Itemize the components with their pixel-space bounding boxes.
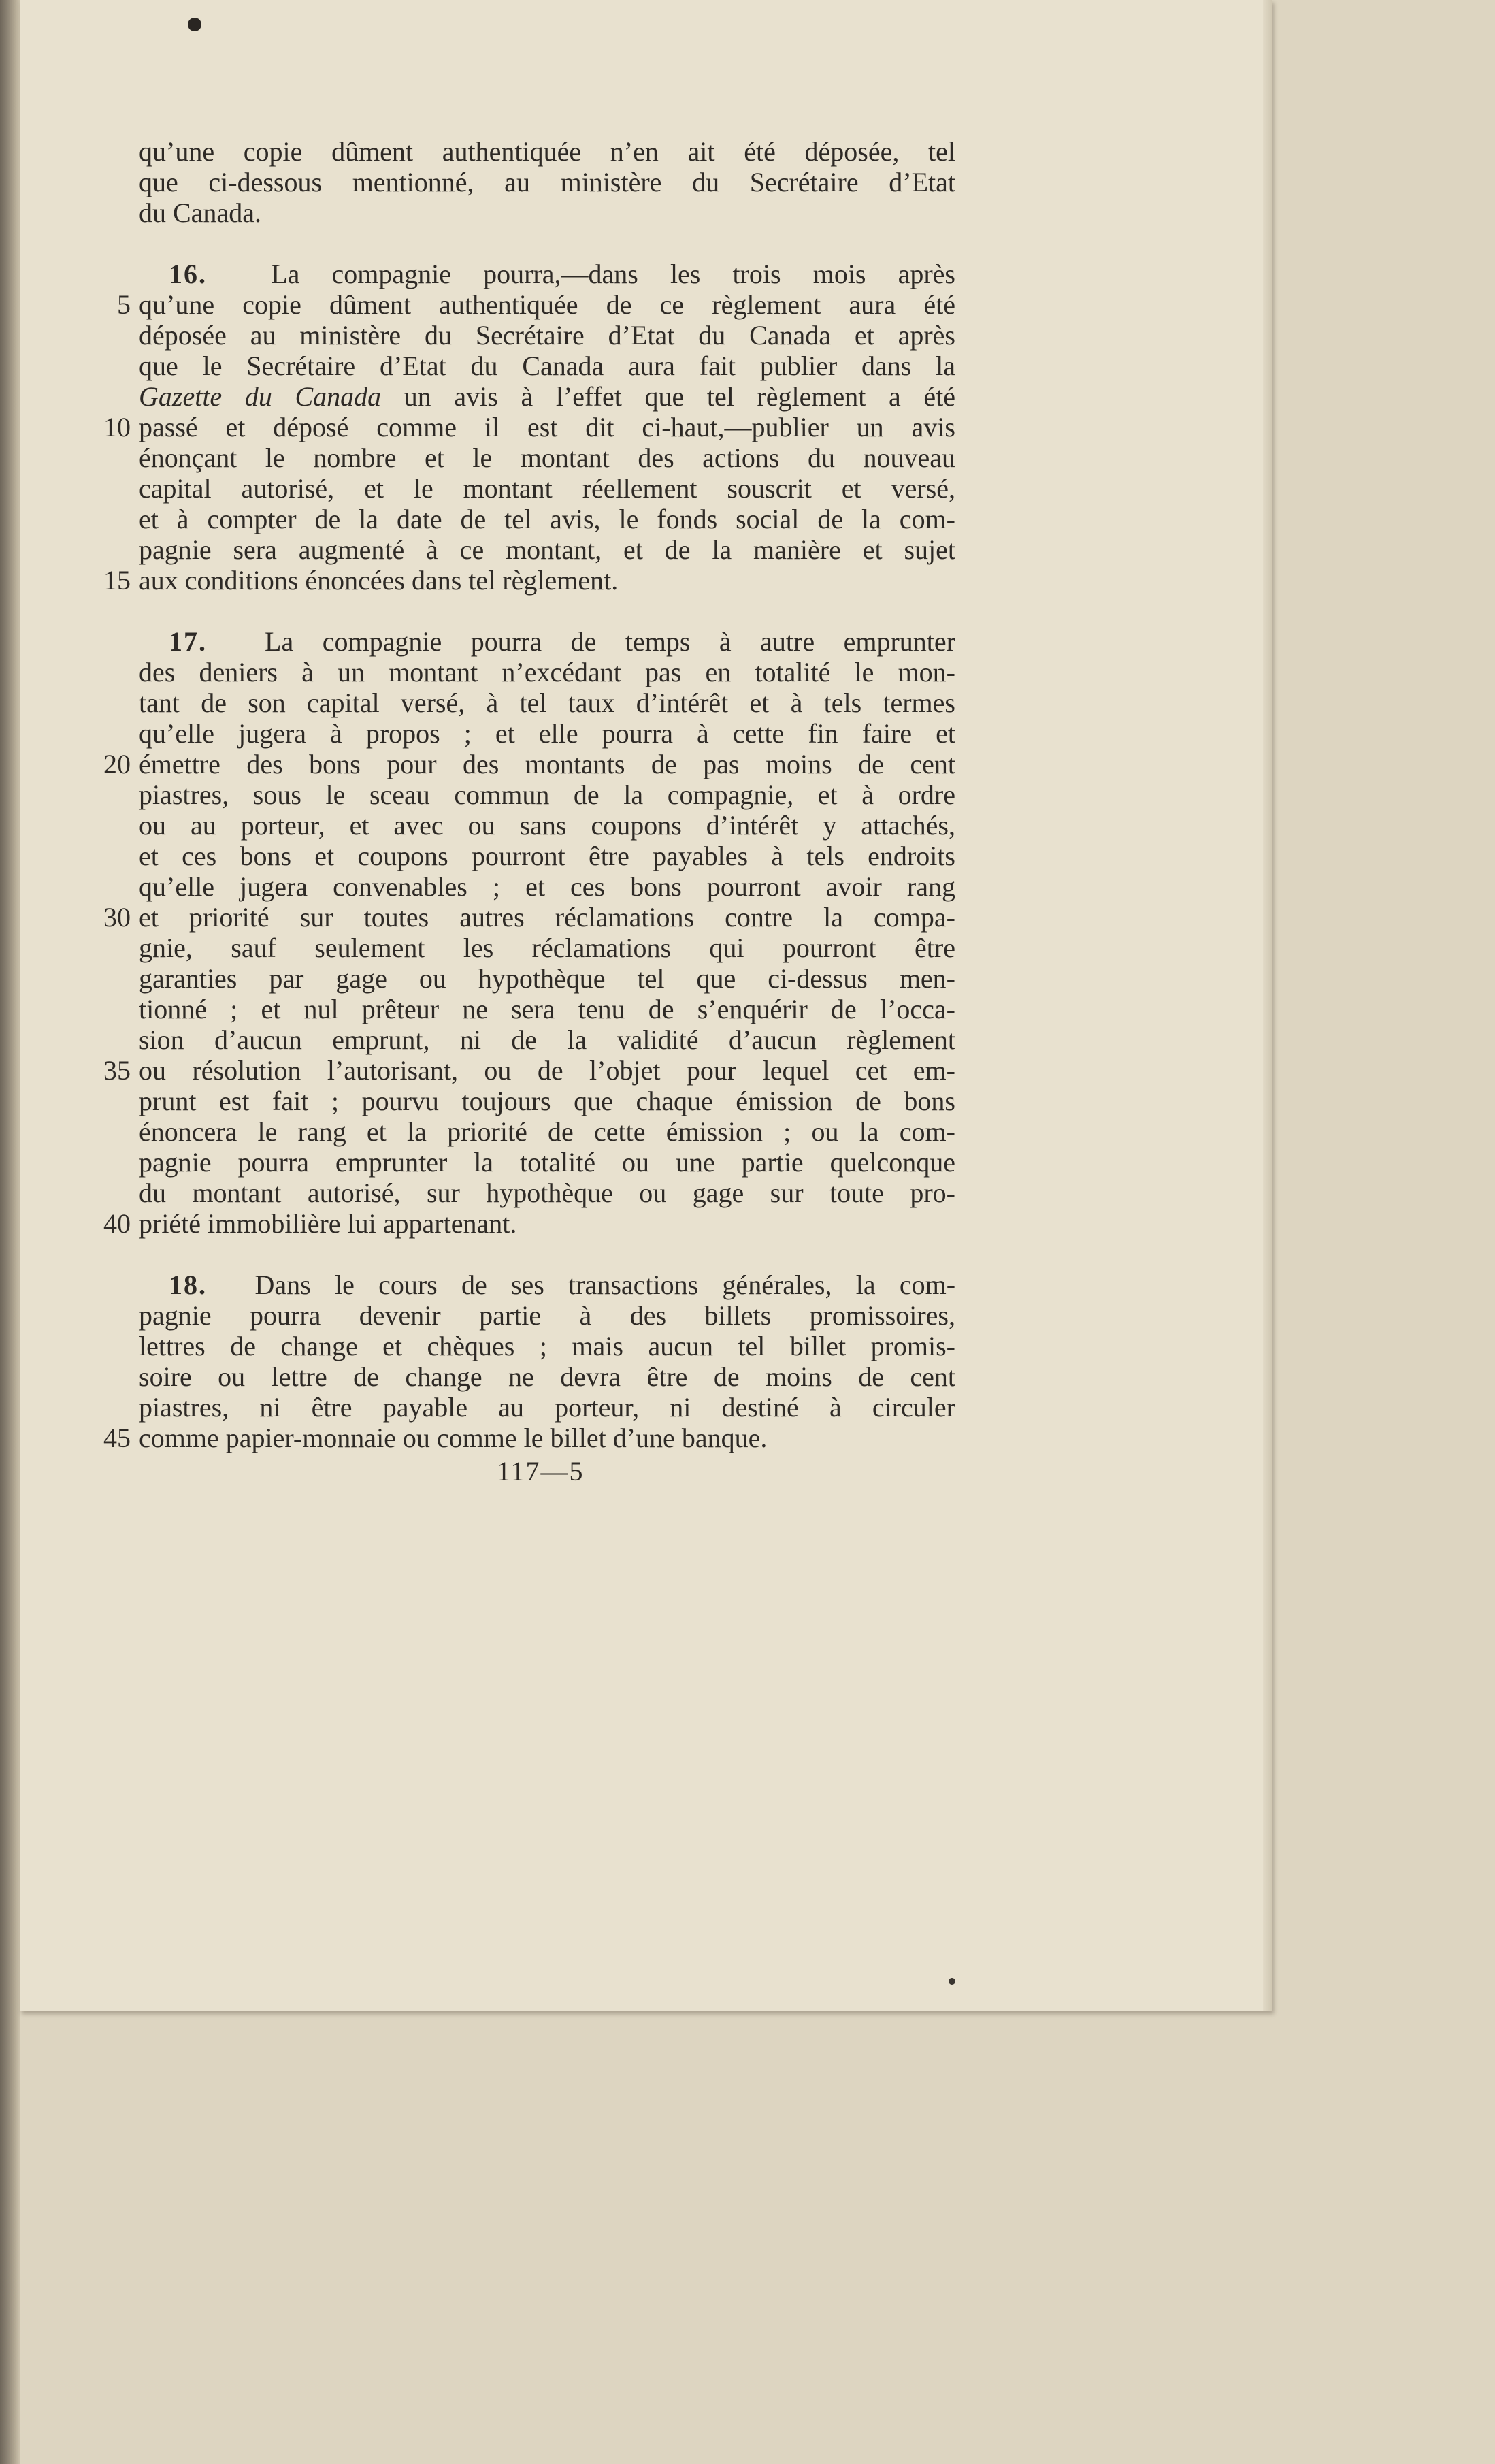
line-content: prunt est fait ; pourvu toujours que chaque émission de bons <box>139 1086 955 1116</box>
line-text <box>139 963 955 994</box>
line-content: pagnie pourra emprunter la totalité ou une partie quelconque <box>139 1147 955 1178</box>
italic-title: Gazette du Canada <box>139 381 382 412</box>
text-line <box>139 810 955 841</box>
line-text <box>139 841 955 871</box>
line-text <box>139 504 955 534</box>
line-text <box>139 381 955 412</box>
line-number: 20 <box>103 749 131 779</box>
text-line <box>139 473 955 504</box>
line-content: tionné ; et nul prêteur ne sera tenu de s’enquérir de l’occa- <box>139 994 955 1024</box>
text-line <box>139 534 955 565</box>
line-text <box>139 1055 955 1086</box>
line-number: 35 <box>103 1055 131 1086</box>
line-text <box>139 320 955 351</box>
text-line <box>139 320 955 351</box>
section-number: 17. <box>169 626 207 657</box>
line-text <box>139 1361 955 1392</box>
page-edge <box>1263 0 1272 2011</box>
line-content: du Canada. <box>139 197 261 228</box>
line-text <box>139 626 955 657</box>
line-text <box>139 810 955 841</box>
line-content: La compagnie pourra de temps à autre emprunter <box>265 626 955 657</box>
text-line <box>103 1423 955 1453</box>
line-text <box>139 351 955 381</box>
text-line <box>139 657 955 687</box>
text-line <box>139 1147 955 1178</box>
line-text <box>139 1392 955 1423</box>
text-line <box>139 136 955 167</box>
paragraph-gap <box>139 1239 955 1269</box>
text-line <box>139 841 955 871</box>
line-number: 10 <box>103 412 131 442</box>
text-line <box>139 1361 955 1392</box>
line-number: 30 <box>103 902 131 933</box>
text-line <box>139 442 955 473</box>
page-code: 117—5 <box>497 1456 585 1487</box>
line-content: et priorité sur toutes autres réclamations contre la compa- <box>139 902 955 933</box>
line-text <box>139 1208 955 1239</box>
line-content: énoncera le rang et la priorité de cette émission ; ou la com- <box>139 1116 955 1147</box>
line-text <box>139 687 955 718</box>
text-line <box>139 779 955 810</box>
text-line <box>139 933 955 963</box>
line-content: pagnie pourra devenir partie à des billets promissoires, <box>139 1300 955 1331</box>
line-content: gnie, sauf seulement les réclamations qui pourront être <box>139 933 955 963</box>
line-content: et ces bons et coupons pourront être payables à tels endroits <box>139 841 955 871</box>
text-line <box>139 1331 955 1361</box>
line-content: que le Secrétaire d’Etat du Canada aura fait publier dans la <box>139 351 955 381</box>
line-text <box>139 902 955 933</box>
line-text <box>139 994 955 1024</box>
text-line <box>139 259 955 289</box>
line-content: comme papier-monnaie ou comme le billet d’une banque. <box>139 1423 768 1453</box>
line-content: ou au porteur, et avec ou sans coupons d’intérêt y attachés, <box>139 810 955 841</box>
line-content: émettre des bons pour des montants de pas moins de cent <box>139 749 955 779</box>
text-line <box>139 718 955 749</box>
line-content: piastres, sous le sceau commun de la compagnie, et à ordre <box>139 779 955 810</box>
line-content: ou résolution l’autorisant, ou de l’objet pour lequel cet em- <box>139 1055 955 1086</box>
text-line <box>139 1024 955 1055</box>
line-content: soire ou lettre de change ne devra être de moins de cent <box>139 1361 955 1392</box>
line-text <box>139 933 955 963</box>
text-line <box>139 1392 955 1423</box>
text-line <box>103 1055 955 1086</box>
line-text <box>139 412 955 442</box>
text-line <box>103 1208 955 1239</box>
line-text <box>139 1300 955 1331</box>
line-number: 40 <box>103 1208 131 1239</box>
ink-spot <box>188 18 201 31</box>
line-content: piastres, ni être payable au porteur, ni destiné à circuler <box>139 1392 955 1423</box>
line-content: garanties par gage ou hypothèque tel que ci-dessus men- <box>139 963 955 994</box>
line-text <box>139 871 955 902</box>
line-text <box>139 197 955 228</box>
line-text <box>139 1331 955 1361</box>
ink-spot <box>949 1978 955 1985</box>
text-line <box>139 197 955 228</box>
line-content: priété immobilière lui appartenant. <box>139 1208 517 1239</box>
line-text <box>139 779 955 810</box>
text-line <box>139 1116 955 1147</box>
line-text <box>139 1269 955 1300</box>
line-text <box>139 749 955 779</box>
text-line <box>103 902 955 933</box>
line-content: qu’une copie dûment authentiquée de ce règlement aura été <box>139 289 955 320</box>
binding-edge <box>0 0 20 2464</box>
text-line <box>139 626 955 657</box>
line-text <box>139 1147 955 1178</box>
line-text <box>139 289 955 320</box>
section-number: 18. <box>169 1269 207 1300</box>
text-line <box>139 1086 955 1116</box>
text-line <box>139 1269 955 1300</box>
text-line <box>139 167 955 197</box>
line-content: tant de son capital versé, à tel taux d’intérêt et à tels termes <box>139 687 955 718</box>
line-content: Dans le cours de ses transactions générales, la com- <box>254 1269 956 1300</box>
text-line <box>139 963 955 994</box>
line-text <box>139 136 955 167</box>
line-text <box>139 565 955 596</box>
line-text <box>139 473 955 504</box>
line-text <box>139 1086 955 1116</box>
line-content: du montant autorisé, sur hypothèque ou gage sur toute pro- <box>139 1178 955 1208</box>
text-line <box>103 412 955 442</box>
line-content: aux conditions énoncées dans tel règlement. <box>139 565 619 596</box>
text-line <box>117 289 955 320</box>
line-number: 45 <box>103 1423 131 1453</box>
line-content: capital autorisé, et le montant réellement souscrit et versé, <box>139 473 955 504</box>
text-line <box>139 504 955 534</box>
line-content: déposée au ministère du Secrétaire d’Etat du Canada et après <box>139 320 955 351</box>
paragraph-gap <box>139 228 955 259</box>
line-text <box>139 259 955 289</box>
line-content: des deniers à un montant n’excédant pas en totalité le mon- <box>139 657 955 687</box>
text-line <box>139 381 955 412</box>
line-content: et à compter de la date de tel avis, le fonds social de la com- <box>139 504 955 534</box>
text-line <box>139 687 955 718</box>
line-content: énonçant le nombre et le montant des actions du nouveau <box>139 442 955 473</box>
line-text <box>139 442 955 473</box>
text-line <box>139 1300 955 1331</box>
line-content: que ci-dessous mentionné, au ministère du Secrétaire d’Etat <box>139 167 955 197</box>
line-text <box>139 657 955 687</box>
line-content: pagnie sera augmenté à ce montant, et de la manière et sujet <box>139 534 955 565</box>
document-body <box>103 136 956 1453</box>
line-text <box>139 1116 955 1147</box>
text-line <box>139 351 955 381</box>
line-text <box>139 167 955 197</box>
line-number: 5 <box>117 289 131 320</box>
line-content: qu’elle jugera à propos ; et elle pourra à cette fin faire et <box>139 718 955 749</box>
text-line <box>103 749 955 779</box>
line-content: qu’elle jugera convenables ; et ces bons pourront avoir rang <box>139 871 955 902</box>
text-line <box>139 1178 955 1208</box>
line-content: passé et déposé comme il est dit ci-haut,—publier un avis <box>139 412 955 442</box>
text-line <box>139 871 955 902</box>
section-number: 16. <box>169 259 207 289</box>
line-text <box>139 1178 955 1208</box>
line-content: sion d’aucun emprunt, ni de la validité d’aucun règlement <box>139 1024 955 1055</box>
line-content: lettres de change et chèques ; mais aucun tel billet promis- <box>139 1331 955 1361</box>
line-content: La compagnie pourra,—dans les trois mois après <box>271 259 955 289</box>
line-content: qu’une copie dûment authentiquée n’en ait été déposée, tel <box>139 136 955 167</box>
line-number: 15 <box>103 565 131 596</box>
line-text <box>139 1423 955 1453</box>
line-text <box>139 1024 955 1055</box>
line-content: un avis à l’effet que tel règlement a été <box>404 381 956 412</box>
paragraph-gap <box>139 596 955 626</box>
line-text <box>139 718 955 749</box>
text-line <box>139 994 955 1024</box>
line-text <box>139 534 955 565</box>
text-line <box>103 565 955 596</box>
